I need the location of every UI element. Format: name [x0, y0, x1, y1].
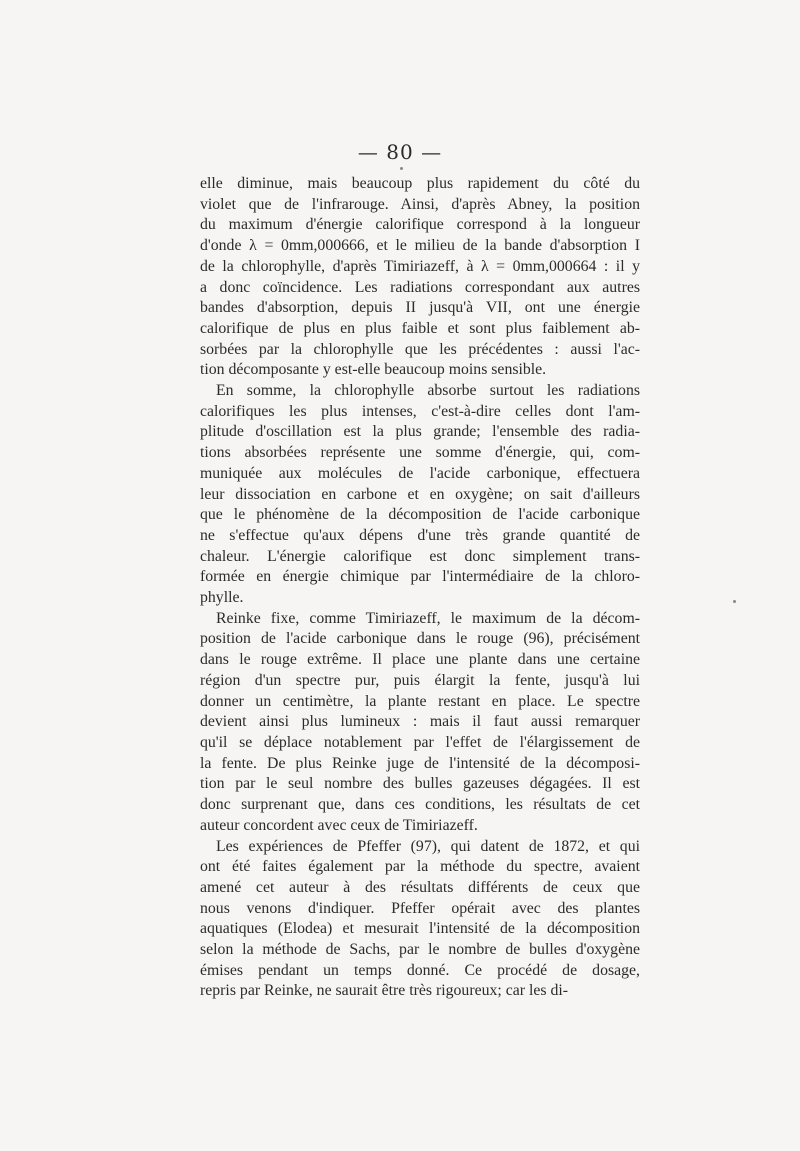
ink-speck	[400, 167, 403, 170]
text-line: elle diminue, mais beaucoup plus rapidement du côté du	[200, 175, 640, 192]
text-line: amené cet auteur à des résultats différents de ceux que	[200, 878, 640, 896]
text-line: donner un centimètre, la plante restant en place. Le spectre	[200, 692, 640, 710]
text-line: dans le rouge extrême. Il place une plante dans une certaine	[200, 651, 640, 669]
text-line: chaleur. L'énergie calorifique est donc simplement trans-	[200, 547, 640, 565]
text-line: bandes d'absorption, depuis II jusqu'à VII, ont une énergie	[200, 299, 640, 317]
text-line: En somme, la chlorophylle absorbe surtout les radiations	[216, 382, 640, 400]
text-line: calorifique de plus en plus faible et sont plus faiblement ab-	[200, 319, 640, 337]
text-line: région d'un spectre pur, puis élargit la fente, jusqu'à lui	[200, 671, 640, 689]
text-line: tion décomposante y est-elle beaucoup moins sensible.	[200, 361, 547, 379]
text-line: ont été faites également par la méthode du spectre, avaient	[200, 858, 640, 876]
text-line: Reinke fixe, comme Timiriazeff, le maximum de la décom-	[216, 609, 640, 627]
text-line: tion par le seul nombre des bulles gazeuses dégagées. Il est	[200, 775, 640, 793]
text-line: phylle.	[200, 589, 244, 607]
text-line: nous venons d'indiquer. Pfeffer opérait avec des plantes	[200, 899, 640, 917]
text-line: muniquée aux molécules de l'acide carbonique, effectuera	[200, 464, 640, 482]
text-line: selon la méthode de Sachs, par le nombre de bulles d'oxygène	[200, 941, 640, 959]
text-line: aquatiques (Elodea) et mesurait l'intensité de la décomposition	[200, 920, 640, 938]
text-line: la fente. De plus Reinke juge de l'intensité de la décomposi-	[200, 754, 640, 772]
body-text	[200, 174, 640, 1002]
text-line: violet que de l'infrarouge. Ainsi, d'après Abney, la position	[200, 195, 640, 213]
text-line: formée en énergie chimique par l'intermédiaire de la chloro-	[200, 568, 640, 586]
text-line: tions absorbées représente une somme d'énergie, qui, com-	[200, 444, 640, 462]
text-line: sorbées par la chlorophylle que les précédentes : aussi l'ac-	[200, 340, 640, 358]
text-line: position de l'acide carbonique dans le rouge (96), précisément	[200, 630, 640, 648]
text-line: auteur concordent avec ceux de Timiriazeff.	[200, 816, 478, 834]
text-line: calorifiques les plus intenses, c'est-à-dire celles dont l'am-	[200, 402, 640, 420]
text-line: donc surprenant que, dans ces conditions, les résultats de cet	[200, 796, 640, 814]
paragraph	[200, 837, 640, 1003]
text-line: de la chlorophylle, d'après Timiriazeff, à λ = 0mm,000664 : il y	[200, 257, 640, 275]
text-line: ne s'effectue qu'aux dépens d'une très grande quantité de	[200, 526, 640, 544]
text-line: d'onde λ = 0mm,000666, et le milieu de la bande d'absorption I	[200, 237, 640, 255]
text-line: repris par Reinke, ne saurait être très rigoureux; car les di-	[200, 982, 569, 1000]
text-line: devient ainsi plus lumineux : mais il faut aussi remarquer	[200, 713, 640, 731]
paragraph	[200, 174, 640, 381]
text-line: que le phénomène de la décomposition de l'acide carbonique	[200, 506, 640, 524]
text-line: qu'il se déplace notablement par l'effet de l'élargissement de	[200, 733, 640, 751]
text-line: a donc coïncidence. Les radiations correspondant aux autres	[200, 278, 640, 296]
paragraph	[200, 609, 640, 837]
text-line: du maximum d'énergie calorifique correspond à la longueur	[200, 216, 640, 234]
text-line: leur dissociation en carbone et en oxygène; on sait d'ailleurs	[200, 485, 640, 503]
text-line: Les expériences de Pfeffer (97), qui datent de 1872, et qui	[216, 837, 640, 855]
ink-speck	[733, 600, 736, 603]
text-line: émises pendant un temps donné. Ce procédé de dosage,	[200, 961, 640, 979]
text-line: plitude d'oscillation est la plus grande; l'ensemble des radia-	[200, 423, 640, 441]
paragraph	[200, 381, 640, 609]
page-number: — 80 —	[357, 140, 443, 164]
